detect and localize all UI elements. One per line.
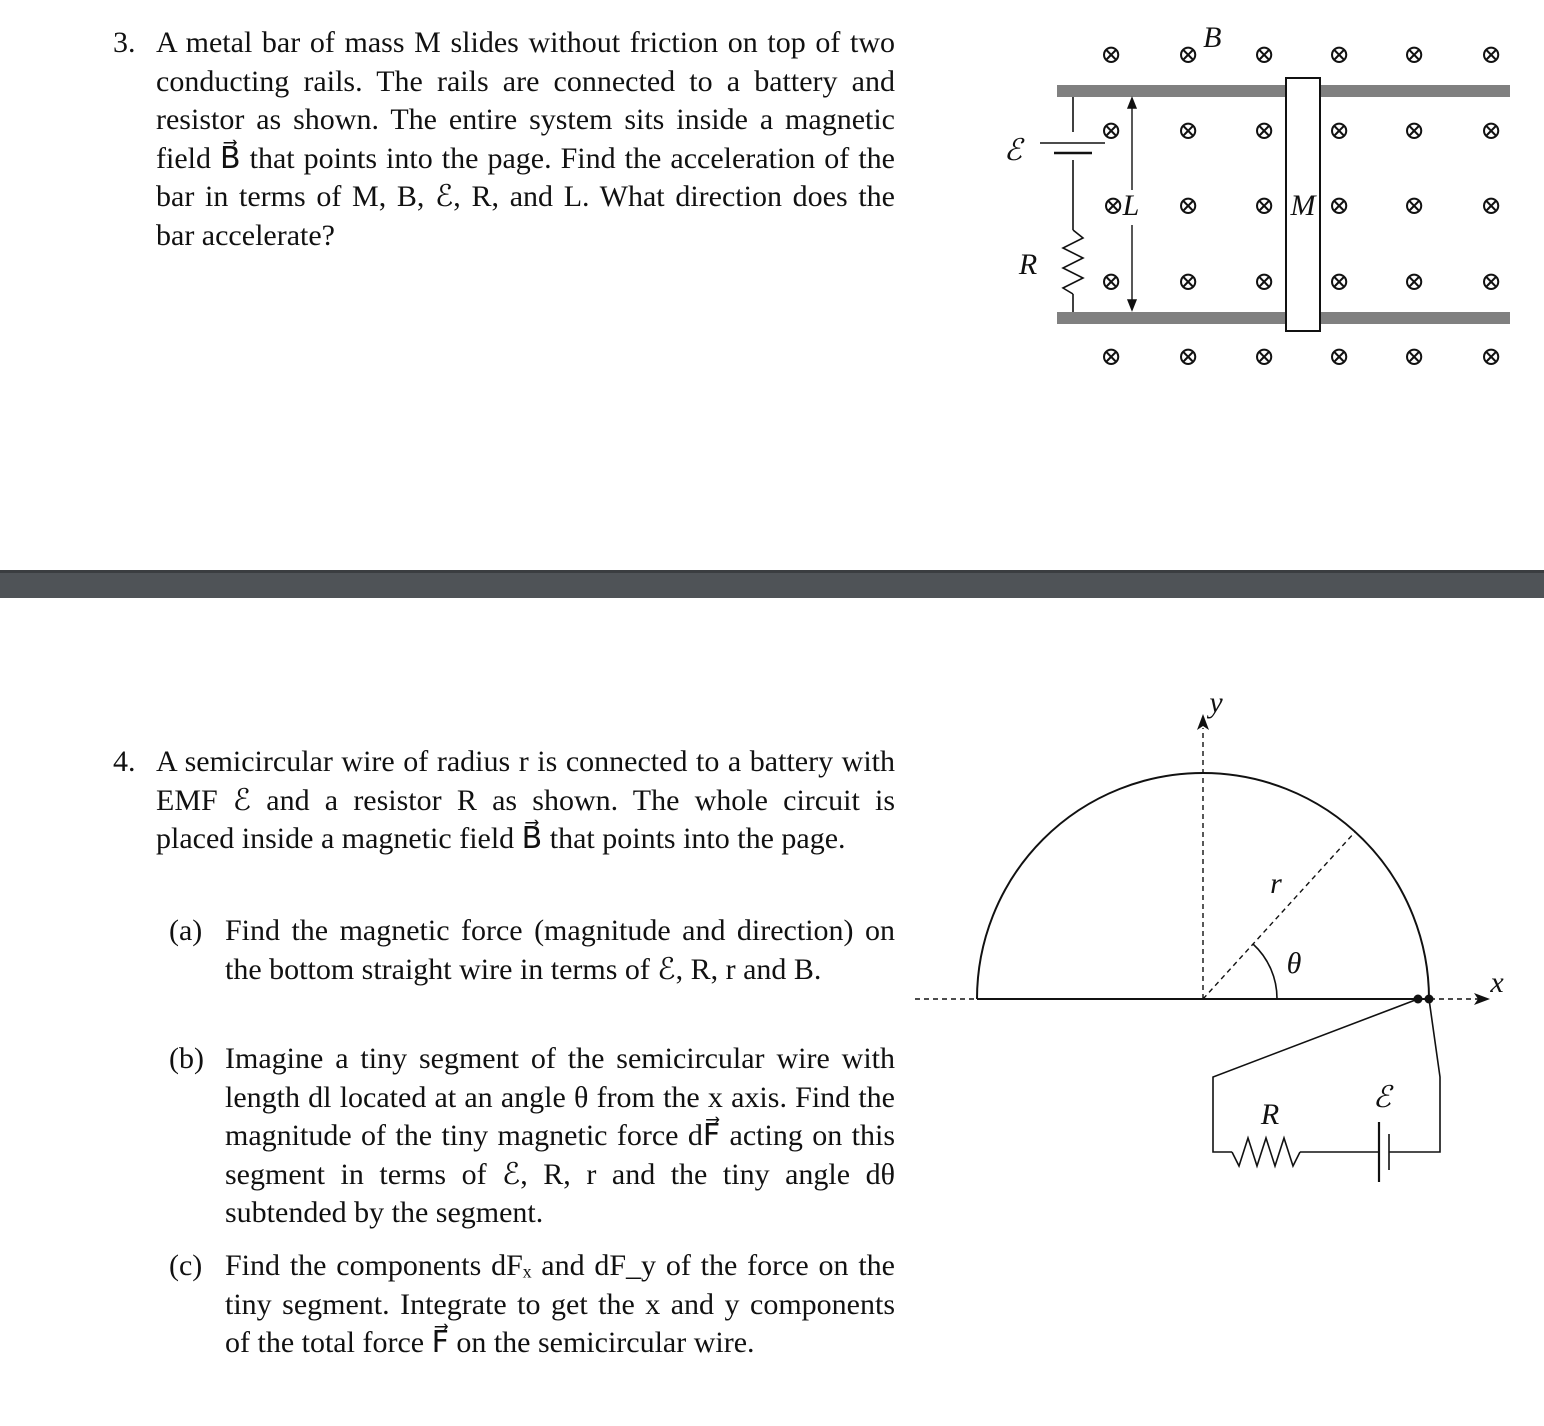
- field-marker: ⊗: [1403, 191, 1425, 220]
- field-marker: ⊗: [1177, 116, 1199, 145]
- field-marker: ⊗: [1177, 191, 1199, 220]
- x-axis-label: x: [1490, 966, 1504, 999]
- resistor-label: R: [1018, 248, 1038, 281]
- part-label: (b): [169, 1042, 204, 1075]
- y-axis-label: y: [1209, 686, 1223, 719]
- field-marker: ⊗: [1328, 40, 1350, 69]
- field-marker: ⊗: [1403, 342, 1425, 371]
- angle-label: θ: [1286, 947, 1302, 980]
- resistor-zigzag: [1232, 1138, 1300, 1166]
- field-marker: ⊗: [1100, 342, 1122, 371]
- field-marker: ⊗: [1253, 116, 1275, 145]
- angle-arc: [1253, 944, 1277, 999]
- external-circuit: [1213, 999, 1440, 1182]
- field-marker: ⊗: [1253, 342, 1275, 371]
- field-marker: ⊗: [1480, 191, 1502, 220]
- field-marker: ⊗: [1102, 191, 1124, 220]
- length-label: L: [1122, 189, 1140, 222]
- resistor-label: R: [1260, 1098, 1280, 1131]
- field-marker: ⊗: [1480, 116, 1502, 145]
- field-marker: ⊗: [1328, 342, 1350, 371]
- y-axis-arrowhead: [1197, 714, 1209, 730]
- part-text: Imagine a tiny segment of the semicircular wire with length dl located at an angle θ from the x axis. Find the magnitude of the tiny magnetic force dF⃗ acting on this segment in terms of ℰ, R, r and the tiny angle dθ subtended by the segment.: [225, 1042, 895, 1229]
- field-marker: ⊗: [1100, 267, 1122, 296]
- mass-label: M: [1290, 189, 1316, 222]
- field-marker: ⊗: [1403, 40, 1425, 69]
- field-marker: ⊗: [1328, 191, 1350, 220]
- part-text: Find the magnetic force (magnitude and direction) on the bottom straight wire in terms of ℰ, R, r and B.: [225, 914, 895, 986]
- radius-line: [1203, 832, 1355, 999]
- field-marker: ⊗: [1100, 40, 1122, 69]
- problem-number: 3.: [113, 26, 136, 59]
- part-label: (c): [169, 1249, 203, 1282]
- field-marker: ⊗: [1480, 342, 1502, 371]
- field-marker: ⊗: [1480, 267, 1502, 296]
- field-marker: ⊗: [1177, 267, 1199, 296]
- field-marker: ⊗: [1253, 40, 1275, 69]
- field-marker: ⊗: [1328, 267, 1350, 296]
- field-marker: ⊗: [1253, 191, 1275, 220]
- field-marker: ⊗: [1100, 116, 1122, 145]
- field-marker: ⊗: [1403, 267, 1425, 296]
- field-marker: ⊗: [1177, 40, 1199, 69]
- part-label: (a): [169, 914, 203, 947]
- problem-text: A semicircular wire of radius r is connected to a battery with EMF ℰ and a resistor R as shown. The whole circuit is placed inside a magnetic field B⃗ that points into the page.: [156, 745, 895, 855]
- field-marker: ⊗: [1328, 116, 1350, 145]
- field-marker: ⊗: [1253, 267, 1275, 296]
- problem-text: A metal bar of mass M slides without friction on top of two conducting rails. The rails are connected to a battery and resistor as shown. The entire system sits inside a magnetic field B⃗ that points into the page. Find the acceleration of the bar in terms of M, B, ℰ, R, and L. What direction does the bar accelerate?: [156, 26, 895, 252]
- field-marker: ⊗: [1177, 342, 1199, 371]
- emf-label: ℰ: [1003, 134, 1023, 167]
- emf-label: ℰ: [1372, 1081, 1392, 1114]
- problem-number: 4.: [113, 745, 136, 778]
- part-text: Find the components dFₓ and dF_y of the force on the tiny segment. Integrate to get the x and y components of the total force F⃗ on the semicircular wire.: [225, 1249, 895, 1359]
- field-marker: ⊗: [1403, 116, 1425, 145]
- field-label: B⃗: [1203, 21, 1245, 54]
- field-marker: ⊗: [1480, 40, 1502, 69]
- radius-label: r: [1270, 867, 1282, 900]
